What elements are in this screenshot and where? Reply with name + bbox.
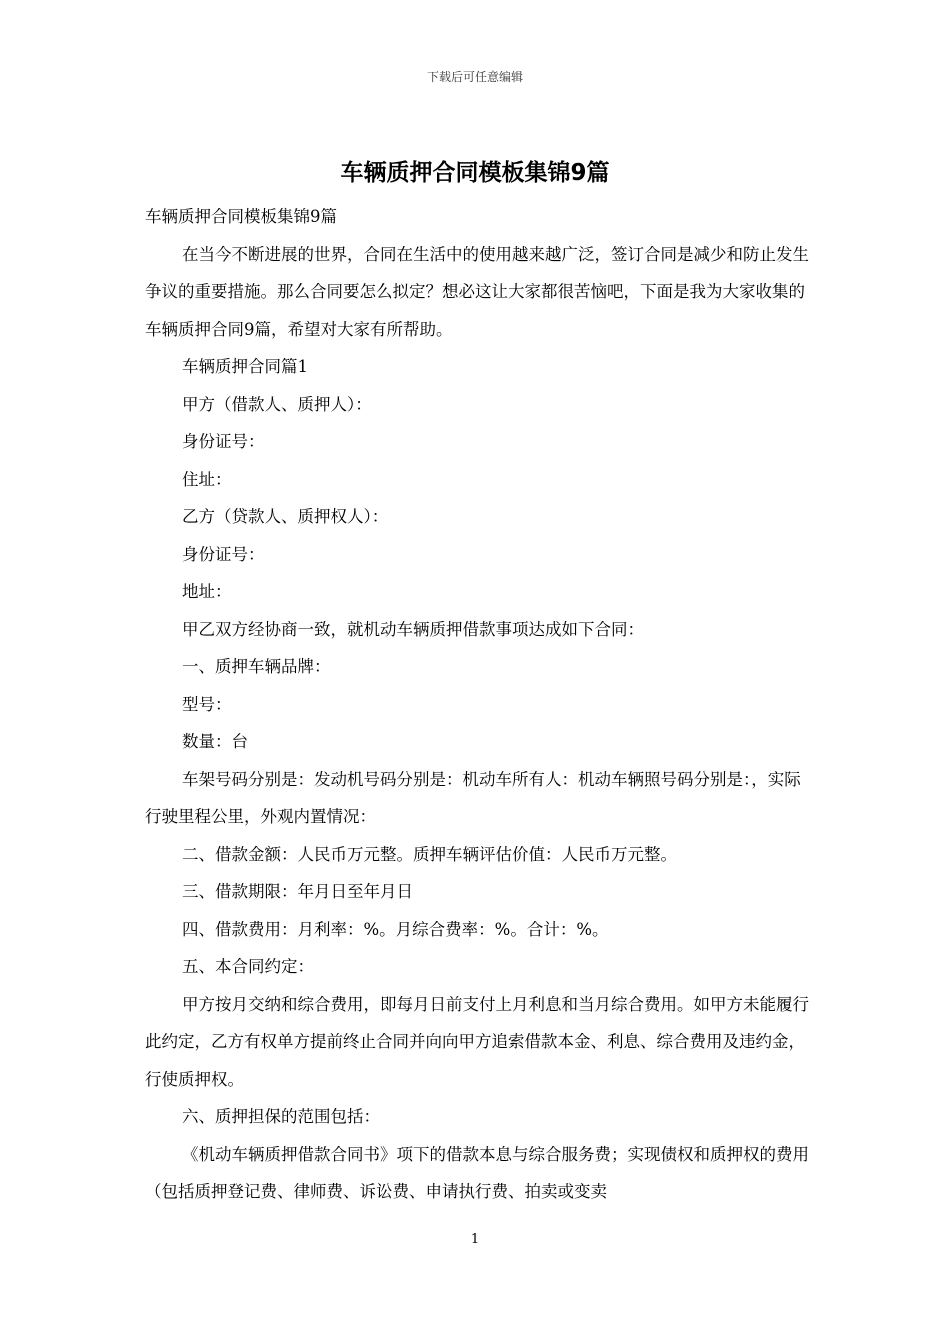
paragraph: 身份证号：: [182, 432, 265, 451]
paragraph: 数量：台: [182, 732, 248, 751]
paragraph: 车辆质押合同篇1: [182, 357, 308, 376]
paragraph: 车架号码分别是：发动机号码分别是：机动车所有人：机动车辆照号码分别是：，实际行驶里程公里，外观内置情况：: [145, 769, 801, 826]
paragraph: 一、质押车辆品牌：: [182, 657, 331, 676]
paragraph: 甲乙双方经协商一致，就机动车辆质押借款事项达成如下合同：: [182, 619, 644, 639]
paragraph: 型号：: [182, 694, 232, 714]
paragraph: 四、借款费用：月利率：%。月综合费率：%。合计：%。: [182, 919, 609, 939]
document-title: 车辆质押合同模板集锦9篇: [340, 160, 610, 186]
document-body: [145, 198, 809, 1211]
paragraph: 住址：: [182, 469, 232, 489]
paragraph: 甲方按月交纳和综合费用，即每月日前支付上月利息和当月综合费用。如甲方未能履行此约定，乙方有权单方提前终止合同并向向甲方追索借款本金、利息、综合费用及违约金，行使质押权。: [145, 994, 809, 1089]
paragraph: 身份证号：: [182, 544, 265, 564]
paragraph: 地址：: [182, 582, 232, 601]
paragraph: 五、本合同约定：: [182, 957, 314, 976]
paragraph: 二、借款金额：人民币万元整。质押车辆评估价值：人民币万元整。: [182, 844, 677, 864]
paragraph: 《机动车辆质押借款合同书》项下的借款本息与综合服务费；实现债权和质押权的费用（包括质押登记费、律师费、诉讼费、申请执行费、拍卖或变卖: [145, 1144, 809, 1201]
paragraph: 乙方（贷款人、质押权人）：: [182, 507, 389, 526]
paragraph: 在当今不断进展的世界，合同在生活中的使用越来越广泛，签订合同是减少和防止发生争议的重要措施。那么合同要怎么拟定？想必这让大家都很苦恼吧，下面是我为大家收集的车辆质押合同9篇，希望对大家有所帮助。: [145, 244, 809, 339]
paragraph: 车辆质押合同模板集锦9篇: [145, 207, 337, 226]
paragraph: 六、质押担保的范围包括：: [182, 1107, 380, 1126]
paragraph: 三、借款期限：年月日至年月日: [182, 882, 413, 901]
paragraph: 甲方（借款人、质押人）：: [182, 394, 372, 414]
page-header: 下载后可任意编辑: [426, 70, 523, 84]
page-number: 1: [470, 1232, 480, 1247]
